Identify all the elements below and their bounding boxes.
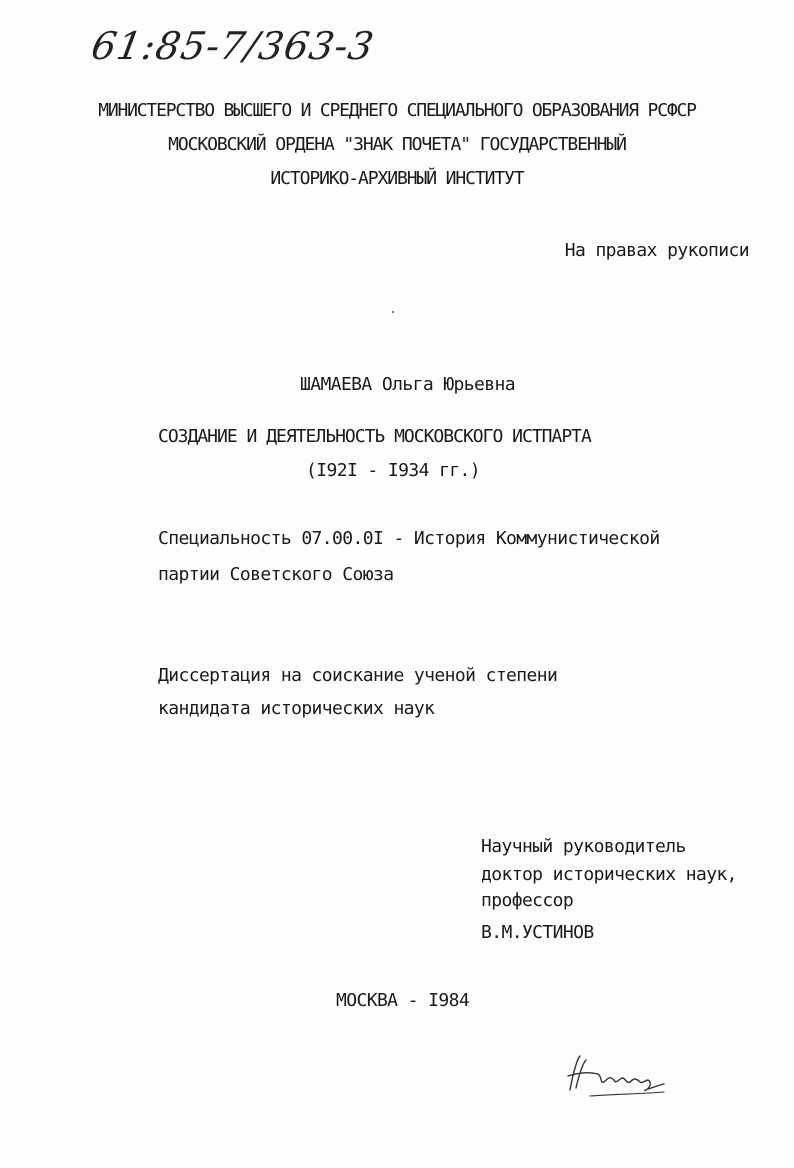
author-signature (560, 1050, 670, 1100)
rights-note: На правах рукописи (564, 240, 749, 261)
supervisor-label: Научный руководитель (481, 836, 686, 857)
city-year: МОСКВА - I984 (336, 990, 470, 1011)
supervisor-name: В.М.УСТИНОВ (481, 922, 594, 943)
header-institute-name: ИСТОРИКО-АРХИВНЫЙ ИНСТИТУТ (270, 168, 524, 189)
degree-line-1: Диссертация на соискание ученой степени (158, 665, 558, 686)
specialty-line-2: партии Советского Союза (158, 564, 394, 585)
dissertation-title: СОЗДАНИЕ И ДЕЯТЕЛЬНОСТЬ МОСКОВСКОГО ИСТПАРТА (158, 426, 591, 447)
supervisor-title: профессор (481, 890, 574, 911)
header-institution-line: МОСКОВСКИЙ ОРДЕНА "ЗНАК ПОЧЕТА" ГОСУДАРСТВЕННЫЙ (168, 134, 626, 155)
stray-mark (392, 311, 394, 313)
author-name: ШАМАЕВА Ольга Юрьевна (300, 374, 515, 395)
degree-line-2: кандидата исторических наук (158, 698, 435, 719)
specialty-line-1: Специальность 07.00.0I - История Коммунистической (158, 528, 660, 549)
dissertation-years: (I92I - I934 гг.) (306, 460, 481, 481)
header-ministry: МИНИСТЕРСТВО ВЫСШЕГО И СРЕДНЕГО СПЕЦИАЛЬНОГО ОБРАЗОВАНИЯ РСФСР (98, 100, 696, 121)
supervisor-degree: доктор исторических наук, (481, 864, 737, 885)
handwritten-catalog-code: 61:85-7/363-3 (88, 24, 378, 68)
